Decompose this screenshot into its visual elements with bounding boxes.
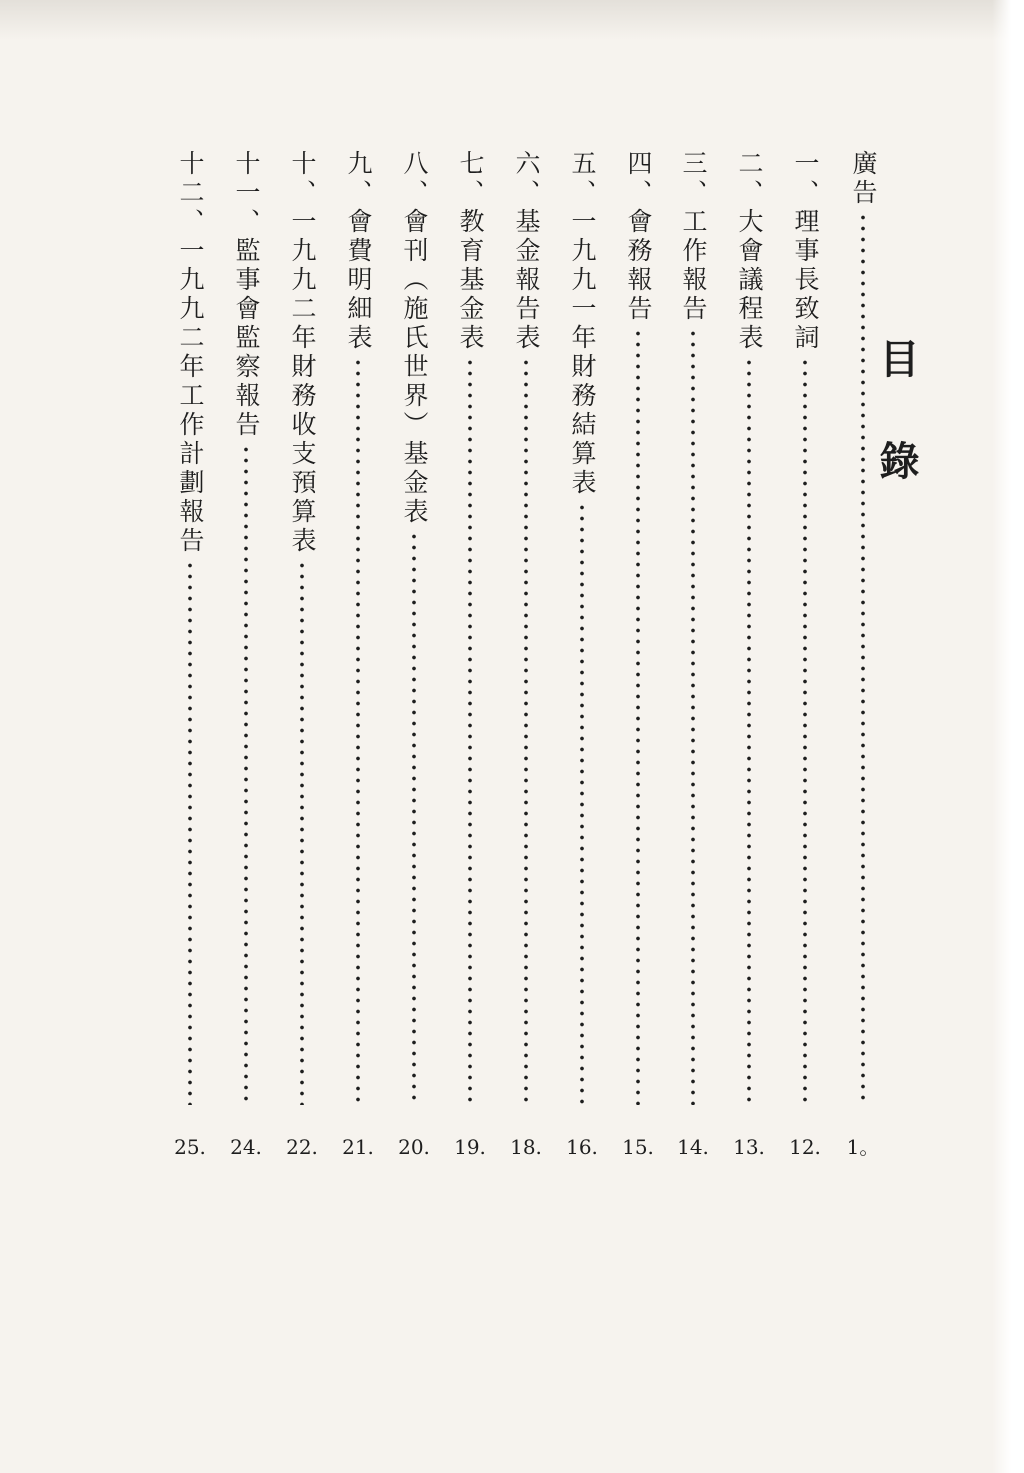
toc-entry-page-number: 22. [286, 1135, 318, 1159]
toc-entry-line [729, 150, 769, 1105]
dot-leader [690, 328, 696, 1105]
toc-entry-page-number: 16. [566, 1135, 598, 1159]
toc-entry-page-number: 13. [733, 1135, 765, 1159]
toc-entry-label: 六、基金報告表 [512, 150, 541, 353]
toc-entry [562, 150, 602, 1250]
toc-entry-page-number: 20. [398, 1135, 430, 1159]
toc-entry-line [394, 150, 434, 1105]
toc-entry-label: 一、理事長致詞 [791, 150, 820, 353]
toc-entry-label: 八、會刊（施氏世界）基金表 [400, 150, 429, 527]
toc-entry-line [226, 150, 266, 1105]
dot-leader [411, 531, 417, 1105]
dot-leader [467, 357, 473, 1105]
toc-entry [785, 150, 825, 1250]
toc-entry-page-number: 21. [342, 1135, 374, 1159]
toc-title: 目 錄 [873, 338, 920, 504]
toc-entry-line [785, 150, 825, 1105]
dot-leader [187, 560, 193, 1105]
toc-entry [450, 150, 490, 1250]
toc-entry-label: 十、一九九二年財務收支預算表 [288, 150, 317, 556]
toc-entry [506, 150, 546, 1250]
toc-entry [843, 150, 883, 1250]
toc-entry-line [450, 150, 490, 1105]
toc-entry-page-number: 18. [510, 1135, 542, 1159]
toc-entry-line [338, 150, 378, 1105]
toc-entry-page-number: 15. [622, 1135, 654, 1159]
toc-entry-label: 九、會費明細表 [344, 150, 373, 353]
dot-leader [802, 357, 808, 1105]
toc-entry-label: 四、會務報告 [624, 150, 653, 324]
toc-entry [729, 150, 769, 1250]
dot-leader [523, 357, 529, 1105]
toc-entry-page-number: 1。 [846, 1135, 880, 1159]
toc-entry [170, 150, 210, 1250]
toc-entry [618, 150, 658, 1250]
toc-entry-label: 三、工作報告 [679, 150, 708, 324]
toc-entry-line [562, 150, 602, 1105]
toc-entry [282, 150, 322, 1250]
toc-entry-line [506, 150, 546, 1105]
toc-entry [338, 150, 378, 1250]
dot-leader [860, 212, 866, 1105]
toc-entry-page-number: 25. [174, 1135, 206, 1159]
dot-leader [635, 328, 641, 1105]
toc-entry-label: 十二、一九九二年工作計劃報告 [176, 150, 205, 556]
toc-entry-label: 七、教育基金表 [456, 150, 485, 353]
toc-entry [226, 150, 266, 1250]
toc-entry-page-number: 14. [677, 1135, 709, 1159]
toc-entry-label: 十一、監事會監察報告 [232, 150, 261, 440]
dot-leader [355, 357, 361, 1105]
dot-leader [299, 560, 305, 1105]
dot-leader [243, 444, 249, 1105]
toc-entry-label: 二、大會議程表 [735, 150, 764, 353]
toc-entry-page-number: 12. [789, 1135, 821, 1159]
sheet-edge [992, 0, 1024, 1473]
toc-entry-line [673, 150, 713, 1105]
toc-entry-line [618, 150, 658, 1105]
toc-entry-line [282, 150, 322, 1105]
dot-leader [579, 502, 585, 1105]
toc-entry-label: 廣告 [849, 150, 878, 208]
toc-entry [394, 150, 434, 1250]
toc-entry-page-number: 19. [454, 1135, 486, 1159]
toc-entry-label: 五、一九九一年財務結算表 [568, 150, 597, 498]
toc-entry-page-number: 24. [230, 1135, 262, 1159]
toc-entry-line [170, 150, 210, 1105]
toc-entry [673, 150, 713, 1250]
toc-entry-line [843, 150, 883, 1105]
scan-edge-shadow [0, 0, 1024, 40]
dot-leader [746, 357, 752, 1105]
